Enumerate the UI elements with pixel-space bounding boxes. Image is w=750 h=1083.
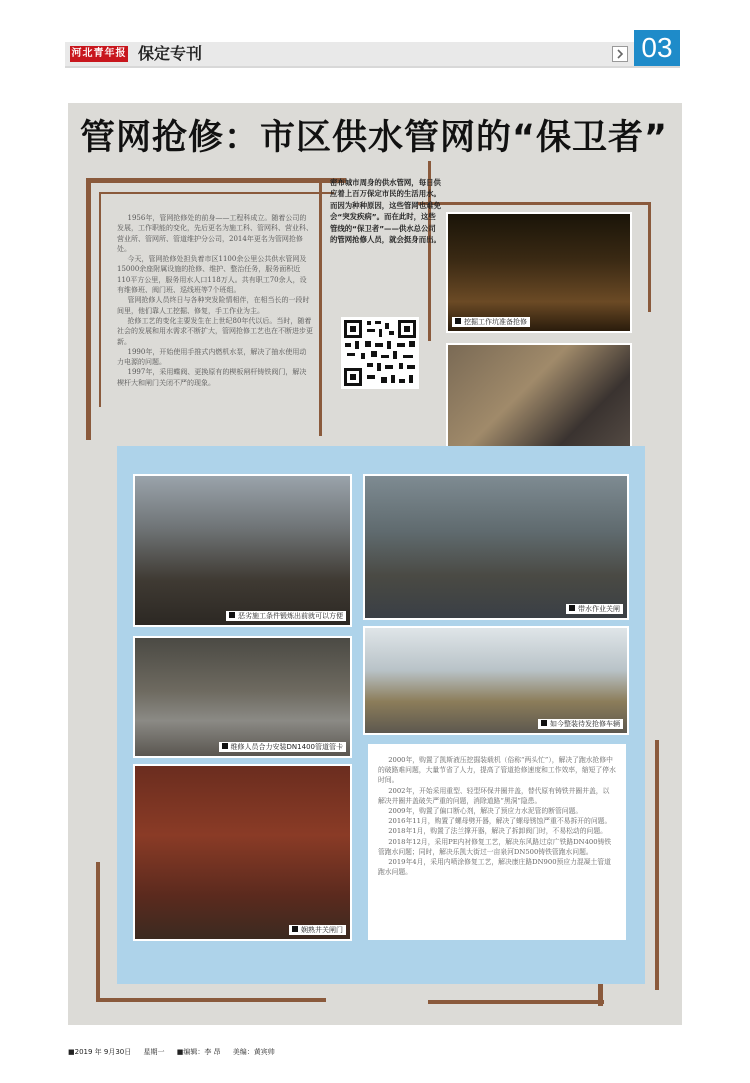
bracket-bottom-right-vertical: [655, 740, 659, 990]
history-paragraph: 2000年，购置了凯斯液压挖掘装载机（俗称“两头忙”），解决了跑水抢修中的破路难问题，大量节省了人力，提高了管道抢修速度和工作效率，缩短了停水时间。: [378, 756, 616, 785]
history-paragraph: 2018年12月，采用PE内衬修复工艺，解决东风路过京广铁路DN400铸铁管跑水问题；同时，解决乐凯大街过一亩泉河DN500铸铁管跑水问题。: [378, 837, 612, 856]
intro-paragraph: 1956年，管网抢修处的前身——工程科成立。随着公司的发展，工作职能的变化，先后更名为施工科、管网科、营业科、营业所、管网所、管道维护分公司，2014年更名为管网抢修处。: [117, 214, 313, 253]
bracket-top-left-vertical: [86, 178, 91, 440]
history-paragraph: 2009年，购置了偏口断心剂，解决了预应力水泥管的断管问题。: [388, 807, 583, 816]
photo-water-valve: [363, 474, 629, 620]
caption-square-icon: [541, 720, 547, 726]
intro-paragraph: 1990年，开始使用手推式内燃机水泵，解决了抽水使用动力电源的问题。: [117, 347, 307, 367]
qr-code-icon: [341, 317, 419, 389]
photo-caption: 恶劣施工条件锻炼出前就可以方便: [226, 611, 346, 621]
newspaper-logo: 河北青年报: [70, 46, 128, 62]
photo-repair-vehicles: [363, 626, 629, 735]
photo-caption: 如今整装待发抢修车辆: [538, 719, 623, 729]
photo-dn1400-install: [133, 636, 352, 758]
headline: 管网抢修：市区供水管网的“保卫者”: [80, 118, 669, 158]
history-paragraph: 2016年11月，购置了螺母劈开器，解决了螺母锈蚀严重不易拆开的问题。: [388, 817, 612, 826]
history-text-box: [368, 744, 626, 940]
photo-harsh-conditions: [133, 474, 352, 627]
photo-excavation: [446, 212, 632, 333]
intro-paragraph: 1997年，采用蝶阀、更换原有的楔板闸杆铸铁阀门，解决楔杆大和闸门关闭不严的现象。: [117, 368, 307, 387]
footer-editor: ■编辑：李 昂: [176, 1048, 221, 1056]
photo-caption: 带水作业关闸: [566, 604, 623, 614]
bracket-bottom-horizontal: [428, 1000, 604, 1004]
lead-text: 密布城市周身的供水管网，每日供应着上百万保定市民的生活用水。而因为种种原因，这些管网也难免会“突发疾病”。而在此时，这些管线的“保卫者”——供水总公司的管网抢修人员，就会挺身而出。: [330, 178, 441, 245]
bracket-inner-top: [99, 192, 334, 194]
intro-text: [117, 213, 313, 388]
caption-square-icon: [222, 743, 228, 749]
section-title: 保定专刊: [138, 44, 203, 63]
history-paragraph: 2019年4月，采用内喷涂修复工艺，解决康庄路DN900预应力混凝土管道跑水问题。: [378, 858, 611, 877]
footer-designer: 美编：黄宾帅: [232, 1048, 275, 1056]
chevron-right-icon: [612, 46, 628, 62]
photo-caption: 维修人员合力安装DN1400管道管卡: [219, 742, 346, 752]
bracket-inner-left: [99, 192, 101, 407]
bracket-bottom-left-horizontal: [96, 998, 326, 1002]
bracket-divider: [319, 178, 322, 436]
intro-paragraph: 今天，管网抢修处担负着市区1100余公里公共供水管网及15000余座附属设施的抢修、维护、整治任务，服务面积近110平方公里，服务用水人口118万人。共有职工70余人，设有维修班、阀门班、巡线班等7个班组。: [117, 255, 307, 295]
footer-weekday: 星期一: [143, 1048, 165, 1056]
photo-caption: 娴熟井关闸门: [289, 925, 346, 935]
caption-square-icon: [292, 926, 298, 932]
photo-well-valve: [133, 764, 352, 941]
page-number: 03: [634, 30, 680, 66]
photo-caption: 挖掘工作坑准备抢修: [452, 317, 530, 327]
caption-square-icon: [229, 612, 235, 618]
bracket-bottom-left-vertical: [96, 862, 100, 1002]
caption-square-icon: [569, 605, 575, 611]
page-footer: [68, 1047, 285, 1057]
history-paragraph: 2018年1月，购置了法兰撑开器，解决了拆卸阀门时，不易松动的问题。: [388, 827, 607, 836]
footer-date: ■2019 年 9月30日: [68, 1048, 132, 1056]
bracket-top-left-horizontal: [86, 178, 346, 183]
caption-square-icon: [455, 318, 461, 324]
history-paragraph: 2002年，开始采用重型、轻型环保井圈井盖，替代原有铸铁井圈井盖，以解决井圈井盖破失严重的问题，消除道路“黑洞”隐患。: [378, 786, 610, 805]
bracket-right-horizontal: [418, 202, 648, 205]
intro-paragraph: 管网抢修人员终日与各种突发险情相伴，在相当长的一段时间里，他们靠人工挖掘、修复，手工作业为主。: [117, 296, 310, 315]
intro-paragraph: 抢修工艺的变化主要发生在上世纪80年代以后。当时，随着社会的发展和用水需求不断扩大，管网抢修工艺也在不断进步更新。: [117, 316, 313, 346]
bracket-right-drop: [648, 202, 651, 312]
